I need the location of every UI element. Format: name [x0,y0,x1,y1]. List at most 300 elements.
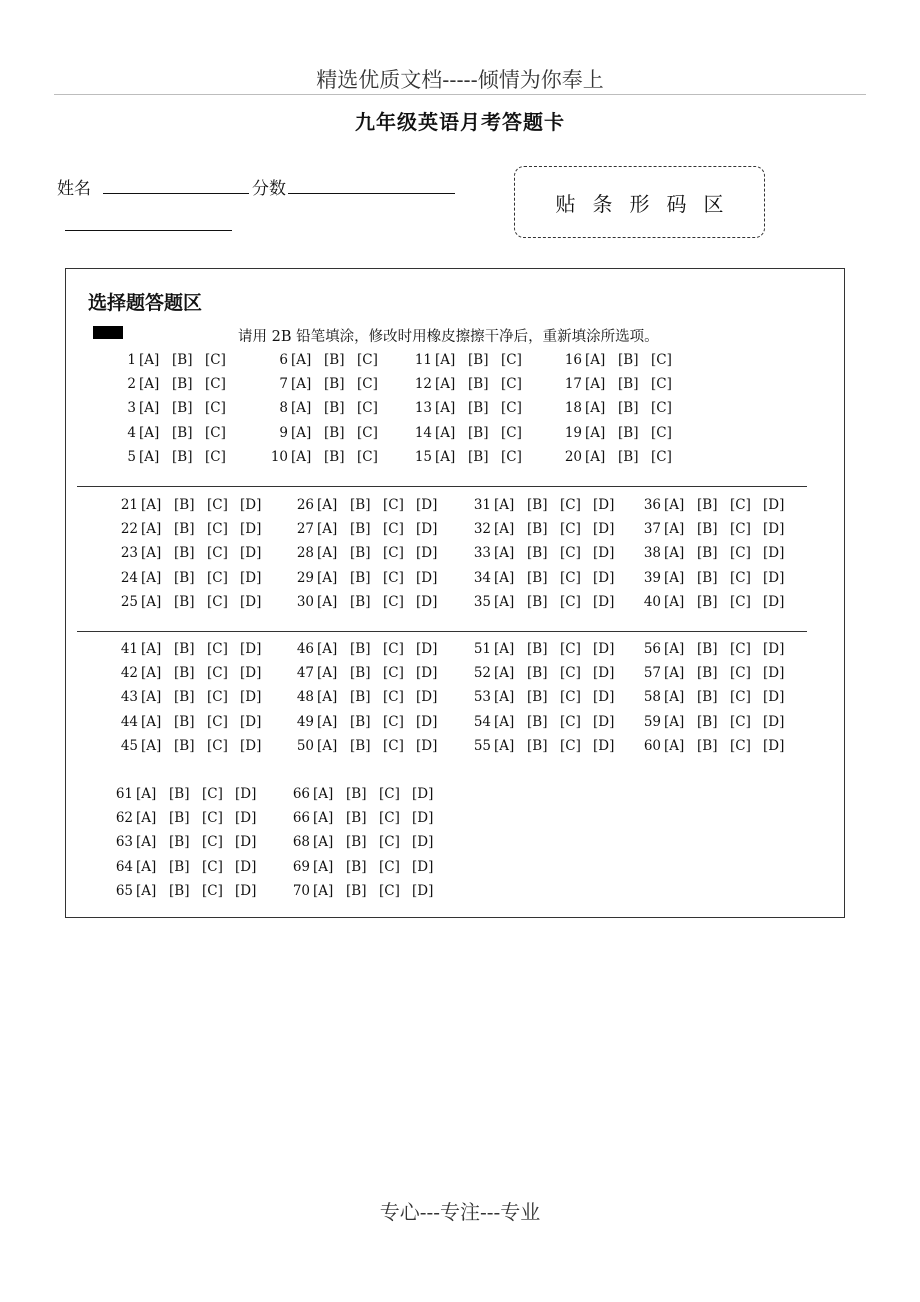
option-c-bubble[interactable]: [C] [730,737,751,754]
question-number: 66 [292,810,310,827]
option-b-bubble[interactable]: [B] [350,689,371,706]
option-c-bubble[interactable]: [C] [207,665,228,682]
question-26 [278,497,449,513]
option-d-bubble[interactable]: [D] [412,882,434,899]
option-a-bubble[interactable]: [A] [664,665,685,682]
option-d-bubble[interactable]: [D] [412,834,434,851]
option-c-bubble[interactable]: [C] [501,424,522,441]
option-d-bubble[interactable]: [D] [416,737,438,754]
option-b-bubble[interactable]: [B] [618,400,639,417]
question-53 [455,689,626,705]
question-52 [455,665,626,681]
option-b-bubble[interactable]: [B] [174,689,195,706]
option-c-bubble[interactable]: [C] [357,448,378,465]
option-d-bubble[interactable]: [D] [416,713,438,730]
option-b-bubble[interactable]: [B] [324,448,345,465]
option-a-bubble[interactable]: [A] [291,448,312,465]
option-a-bubble[interactable]: [A] [585,424,606,441]
option-b-bubble[interactable]: [B] [346,858,367,875]
option-d-bubble[interactable]: [D] [763,593,785,610]
option-c-bubble[interactable]: [C] [560,569,581,586]
option-d-bubble[interactable]: [D] [593,689,615,706]
option-d-bubble[interactable]: [D] [416,497,438,513]
option-a-bubble[interactable]: [A] [317,593,338,610]
question-number: 1 [127,352,136,368]
option-a-bubble[interactable]: [A] [494,641,515,657]
option-a-bubble[interactable]: [A] [313,858,334,875]
option-c-bubble[interactable]: [C] [651,400,672,417]
option-c-bubble[interactable]: [C] [207,641,228,657]
option-b-bubble[interactable]: [B] [527,497,548,513]
question-30 [278,594,449,610]
option-c-bubble[interactable]: [C] [730,593,751,610]
option-d-bubble[interactable]: [D] [763,545,785,562]
option-b-bubble[interactable]: [B] [174,665,195,682]
question-65 [97,883,268,899]
option-c-bubble[interactable]: [C] [383,521,404,538]
question-number: 8 [279,400,288,417]
option-d-bubble[interactable]: [D] [416,593,438,610]
option-c-bubble[interactable]: [C] [202,858,223,875]
option-d-bubble[interactable]: [D] [235,858,257,875]
option-a-bubble[interactable]: [A] [313,882,334,899]
option-b-bubble[interactable]: [B] [618,448,639,465]
question-number: 11 [414,352,432,368]
option-c-bubble[interactable]: [C] [379,834,400,851]
option-a-bubble[interactable]: [A] [141,641,162,657]
option-c-bubble[interactable]: [C] [730,545,751,562]
question-62 [97,810,268,826]
option-b-bubble[interactable]: [B] [527,689,548,706]
option-c-bubble[interactable]: [C] [560,641,581,657]
option-c-bubble[interactable]: [C] [730,641,751,657]
option-c-bubble[interactable]: [C] [383,689,404,706]
option-b-bubble[interactable]: [B] [174,545,195,562]
option-a-bubble[interactable]: [A] [494,569,515,586]
option-d-bubble[interactable]: [D] [240,713,262,730]
option-c-bubble[interactable]: [C] [383,569,404,586]
option-b-bubble[interactable]: [B] [169,810,190,827]
option-a-bubble[interactable]: [A] [317,569,338,586]
option-d-bubble[interactable]: [D] [235,786,257,802]
option-d-bubble[interactable]: [D] [763,641,785,657]
option-a-bubble[interactable]: [A] [317,545,338,562]
option-c-bubble[interactable]: [C] [205,352,226,368]
option-c-bubble[interactable]: [C] [202,882,223,899]
option-b-bubble[interactable]: [B] [468,352,489,368]
option-d-bubble[interactable]: [D] [240,521,262,538]
option-b-bubble[interactable]: [B] [350,569,371,586]
option-d-bubble[interactable]: [D] [240,497,262,513]
option-c-bubble[interactable]: [C] [651,448,672,465]
option-c-bubble[interactable]: [C] [560,665,581,682]
option-b-bubble[interactable]: [B] [174,641,195,657]
option-b-bubble[interactable]: [B] [468,448,489,465]
option-a-bubble[interactable]: [A] [435,376,456,393]
option-b-bubble[interactable]: [B] [468,424,489,441]
option-a-bubble[interactable]: [A] [141,593,162,610]
option-a-bubble[interactable]: [A] [136,810,157,827]
option-c-bubble[interactable]: [C] [379,786,400,802]
question-66 [274,810,445,826]
option-b-bubble[interactable]: [B] [618,352,639,368]
option-b-bubble[interactable]: [B] [174,713,195,730]
option-c-bubble[interactable]: [C] [651,352,672,368]
option-b-bubble[interactable]: [B] [169,882,190,899]
option-a-bubble[interactable]: [A] [664,497,685,513]
option-a-bubble[interactable]: [A] [291,400,312,417]
option-d-bubble[interactable]: [D] [412,858,434,875]
question-number: 64 [115,858,133,875]
option-d-bubble[interactable]: [D] [763,497,785,513]
option-c-bubble[interactable]: [C] [379,858,400,875]
option-c-bubble[interactable]: [C] [357,376,378,393]
option-d-bubble[interactable]: [D] [593,569,615,586]
option-c-bubble[interactable]: [C] [202,786,223,802]
option-a-bubble[interactable]: [A] [664,737,685,754]
question-31 [455,497,626,513]
option-b-bubble[interactable]: [B] [527,737,548,754]
option-c-bubble[interactable]: [C] [383,497,404,513]
option-c-bubble[interactable]: [C] [205,424,226,441]
option-c-bubble[interactable]: [C] [730,569,751,586]
question-number: 10 [270,448,288,465]
option-a-bubble[interactable]: [A] [317,641,338,657]
option-c-bubble[interactable]: [C] [383,545,404,562]
option-a-bubble[interactable]: [A] [494,593,515,610]
option-c-bubble[interactable]: [C] [383,713,404,730]
option-d-bubble[interactable]: [D] [763,521,785,538]
option-b-bubble[interactable]: [B] [172,400,193,417]
option-b-bubble[interactable]: [B] [350,641,371,657]
option-b-bubble[interactable]: [B] [172,448,193,465]
option-c-bubble[interactable]: [C] [207,737,228,754]
option-b-bubble[interactable]: [B] [527,569,548,586]
question-40 [625,594,796,610]
score-label: 分数 [252,179,286,199]
option-b-bubble[interactable]: [B] [527,713,548,730]
option-b-bubble[interactable]: [B] [697,521,718,538]
option-d-bubble[interactable]: [D] [593,521,615,538]
option-b-bubble[interactable]: [B] [350,593,371,610]
option-b-bubble[interactable]: [B] [697,545,718,562]
option-d-bubble[interactable]: [D] [235,882,257,899]
option-b-bubble[interactable]: [B] [324,400,345,417]
option-a-bubble[interactable]: [A] [317,713,338,730]
question-54 [455,714,626,730]
option-c-bubble[interactable]: [C] [207,545,228,562]
option-d-bubble[interactable]: [D] [235,810,257,827]
option-b-bubble[interactable]: [B] [324,424,345,441]
option-b-bubble[interactable]: [B] [169,834,190,851]
question-34 [455,570,626,586]
option-d-bubble[interactable]: [D] [763,569,785,586]
option-a-bubble[interactable]: [A] [139,352,160,368]
option-c-bubble[interactable]: [C] [379,882,400,899]
option-a-bubble[interactable]: [A] [435,352,456,368]
option-d-bubble[interactable]: [D] [416,641,438,657]
option-c-bubble[interactable]: [C] [207,497,228,513]
option-c-bubble[interactable]: [C] [207,593,228,610]
option-b-bubble[interactable]: [B] [527,545,548,562]
option-b-bubble[interactable]: [B] [468,376,489,393]
option-a-bubble[interactable]: [A] [664,689,685,706]
score-field[interactable] [288,193,455,194]
option-c-bubble[interactable]: [C] [560,737,581,754]
question-46 [278,641,449,657]
option-d-bubble[interactable]: [D] [416,689,438,706]
option-a-bubble[interactable]: [A] [291,376,312,393]
option-d-bubble[interactable]: [D] [412,786,434,802]
option-b-bubble[interactable]: [B] [350,521,371,538]
option-b-bubble[interactable]: [B] [346,834,367,851]
option-a-bubble[interactable]: [A] [141,545,162,562]
option-c-bubble[interactable]: [C] [383,737,404,754]
option-b-bubble[interactable]: [B] [468,400,489,417]
option-a-bubble[interactable]: [A] [435,424,456,441]
question-16 [546,352,684,368]
question-69 [274,859,445,875]
option-c-bubble[interactable]: [C] [501,376,522,393]
option-a-bubble[interactable]: [A] [435,448,456,465]
question-number: 53 [473,689,491,706]
option-b-bubble[interactable]: [B] [174,593,195,610]
option-c-bubble[interactable]: [C] [560,545,581,562]
option-a-bubble[interactable]: [A] [494,665,515,682]
option-c-bubble[interactable]: [C] [207,569,228,586]
option-a-bubble[interactable]: [A] [313,810,334,827]
option-c-bubble[interactable]: [C] [379,810,400,827]
option-d-bubble[interactable]: [D] [240,689,262,706]
option-b-bubble[interactable]: [B] [346,810,367,827]
option-b-bubble[interactable]: [B] [527,521,548,538]
name-field[interactable] [103,193,249,194]
option-c-bubble[interactable]: [C] [357,400,378,417]
option-b-bubble[interactable]: [B] [350,545,371,562]
option-a-bubble[interactable]: [A] [664,641,685,657]
option-d-bubble[interactable]: [D] [763,665,785,682]
option-c-bubble[interactable]: [C] [651,424,672,441]
option-c-bubble[interactable]: [C] [357,352,378,368]
option-b-bubble[interactable]: [B] [169,858,190,875]
option-d-bubble[interactable]: [D] [593,593,615,610]
option-a-bubble[interactable]: [A] [136,834,157,851]
question-number: 44 [120,713,138,730]
option-d-bubble[interactable]: [D] [593,497,615,513]
option-b-bubble[interactable]: [B] [697,737,718,754]
option-a-bubble[interactable]: [A] [141,569,162,586]
option-c-bubble[interactable]: [C] [730,713,751,730]
option-a-bubble[interactable]: [A] [139,448,160,465]
option-c-bubble[interactable]: [C] [501,448,522,465]
option-d-bubble[interactable]: [D] [235,834,257,851]
option-d-bubble[interactable]: [D] [593,737,615,754]
option-c-bubble[interactable]: [C] [651,376,672,393]
option-b-bubble[interactable]: [B] [527,665,548,682]
option-d-bubble[interactable]: [D] [240,737,262,754]
option-c-bubble[interactable]: [C] [560,713,581,730]
option-c-bubble[interactable]: [C] [560,689,581,706]
option-a-bubble[interactable]: [A] [141,713,162,730]
option-d-bubble[interactable]: [D] [240,593,262,610]
question-22 [102,521,273,537]
option-a-bubble[interactable]: [A] [664,545,685,562]
option-a-bubble[interactable]: [A] [494,689,515,706]
question-number: 3 [127,400,136,417]
option-a-bubble[interactable]: [A] [136,882,157,899]
option-c-bubble[interactable]: [C] [730,497,751,513]
option-a-bubble[interactable]: [A] [317,497,338,513]
option-a-bubble[interactable]: [A] [494,545,515,562]
option-c-bubble[interactable]: [C] [383,665,404,682]
option-d-bubble[interactable]: [D] [240,545,262,562]
option-b-bubble[interactable]: [B] [527,641,548,657]
option-d-bubble[interactable]: [D] [593,665,615,682]
option-c-bubble[interactable]: [C] [205,376,226,393]
option-c-bubble[interactable]: [C] [357,424,378,441]
option-b-bubble[interactable]: [B] [618,424,639,441]
option-c-bubble[interactable]: [C] [501,352,522,368]
option-c-bubble[interactable]: [C] [207,713,228,730]
option-b-bubble[interactable]: [B] [174,521,195,538]
option-d-bubble[interactable]: [D] [240,665,262,682]
option-b-bubble[interactable]: [B] [697,641,718,657]
option-d-bubble[interactable]: [D] [416,545,438,562]
question-number: 29 [296,569,314,586]
option-a-bubble[interactable]: [A] [141,665,162,682]
option-b-bubble[interactable]: [B] [350,497,371,513]
option-a-bubble[interactable]: [A] [494,497,515,513]
option-b-bubble[interactable]: [B] [169,786,190,802]
section-divider [77,486,807,487]
option-c-bubble[interactable]: [C] [383,641,404,657]
option-a-bubble[interactable]: [A] [136,858,157,875]
option-c-bubble[interactable]: [C] [730,521,751,538]
option-b-bubble[interactable]: [B] [172,376,193,393]
question-14 [396,425,534,441]
question-20 [546,449,684,465]
option-a-bubble[interactable]: [A] [317,737,338,754]
option-b-bubble[interactable]: [B] [618,376,639,393]
option-c-bubble[interactable]: [C] [207,689,228,706]
question-number: 15 [414,448,432,465]
question-number: 19 [564,424,582,441]
option-a-bubble[interactable]: [A] [136,786,157,802]
option-c-bubble[interactable]: [C] [205,448,226,465]
option-b-bubble[interactable]: [B] [172,352,193,368]
option-a-bubble[interactable]: [A] [494,737,515,754]
option-b-bubble[interactable]: [B] [172,424,193,441]
option-c-bubble[interactable]: [C] [202,834,223,851]
option-a-bubble[interactable]: [A] [291,352,312,368]
option-d-bubble[interactable]: [D] [593,713,615,730]
option-a-bubble[interactable]: [A] [664,569,685,586]
option-a-bubble[interactable]: [A] [313,786,334,802]
option-d-bubble[interactable]: [D] [416,521,438,538]
option-c-bubble[interactable]: [C] [560,593,581,610]
option-a-bubble[interactable]: [A] [139,376,160,393]
extra-field[interactable] [65,230,232,231]
option-b-bubble[interactable]: [B] [697,593,718,610]
option-a-bubble[interactable]: [A] [141,497,162,513]
option-b-bubble[interactable]: [B] [174,497,195,513]
question-43 [102,689,273,705]
option-c-bubble[interactable]: [C] [205,400,226,417]
question-21 [102,497,273,513]
option-b-bubble[interactable]: [B] [346,786,367,802]
option-d-bubble[interactable]: [D] [763,737,785,754]
option-a-bubble[interactable]: [A] [585,448,606,465]
option-a-bubble[interactable]: [A] [291,424,312,441]
option-a-bubble[interactable]: [A] [317,521,338,538]
option-a-bubble[interactable]: [A] [313,834,334,851]
option-d-bubble[interactable]: [D] [240,569,262,586]
option-b-bubble[interactable]: [B] [350,665,371,682]
question-33 [455,545,626,561]
question-61 [97,786,268,802]
option-a-bubble[interactable]: [A] [585,400,606,417]
option-c-bubble[interactable]: [C] [207,521,228,538]
option-a-bubble[interactable]: [A] [141,521,162,538]
option-b-bubble[interactable]: [B] [174,569,195,586]
option-a-bubble[interactable]: [A] [585,352,606,368]
option-c-bubble[interactable]: [C] [383,593,404,610]
option-c-bubble[interactable]: [C] [560,521,581,538]
option-a-bubble[interactable]: [A] [317,689,338,706]
option-d-bubble[interactable]: [D] [593,545,615,562]
option-c-bubble[interactable]: [C] [730,689,751,706]
option-a-bubble[interactable]: [A] [317,665,338,682]
option-a-bubble[interactable]: [A] [664,593,685,610]
option-b-bubble[interactable]: [B] [324,376,345,393]
option-d-bubble[interactable]: [D] [763,713,785,730]
option-b-bubble[interactable]: [B] [697,689,718,706]
option-a-bubble[interactable]: [A] [141,737,162,754]
option-a-bubble[interactable]: [A] [664,521,685,538]
question-number: 38 [643,545,661,562]
option-c-bubble[interactable]: [C] [730,665,751,682]
option-d-bubble[interactable]: [D] [416,665,438,682]
option-a-bubble[interactable]: [A] [664,713,685,730]
option-b-bubble[interactable]: [B] [350,713,371,730]
option-d-bubble[interactable]: [D] [593,641,615,657]
option-a-bubble[interactable]: [A] [435,400,456,417]
option-a-bubble[interactable]: [A] [139,424,160,441]
option-b-bubble[interactable]: [B] [697,497,718,513]
option-a-bubble[interactable]: [A] [494,713,515,730]
option-a-bubble[interactable]: [A] [494,521,515,538]
option-d-bubble[interactable]: [D] [416,569,438,586]
option-d-bubble[interactable]: [D] [763,689,785,706]
option-b-bubble[interactable]: [B] [697,713,718,730]
option-d-bubble[interactable]: [D] [240,641,262,657]
option-b-bubble[interactable]: [B] [697,569,718,586]
option-a-bubble[interactable]: [A] [139,400,160,417]
question-number: 54 [473,713,491,730]
option-a-bubble[interactable]: [A] [141,689,162,706]
option-b-bubble[interactable]: [B] [527,593,548,610]
option-d-bubble[interactable]: [D] [412,810,434,827]
option-b-bubble[interactable]: [B] [697,665,718,682]
option-b-bubble[interactable]: [B] [324,352,345,368]
option-a-bubble[interactable]: [A] [585,376,606,393]
option-b-bubble[interactable]: [B] [174,737,195,754]
option-b-bubble[interactable]: [B] [346,882,367,899]
option-c-bubble[interactable]: [C] [202,810,223,827]
option-c-bubble[interactable]: [C] [501,400,522,417]
option-b-bubble[interactable]: [B] [350,737,371,754]
option-c-bubble[interactable]: [C] [560,497,581,513]
